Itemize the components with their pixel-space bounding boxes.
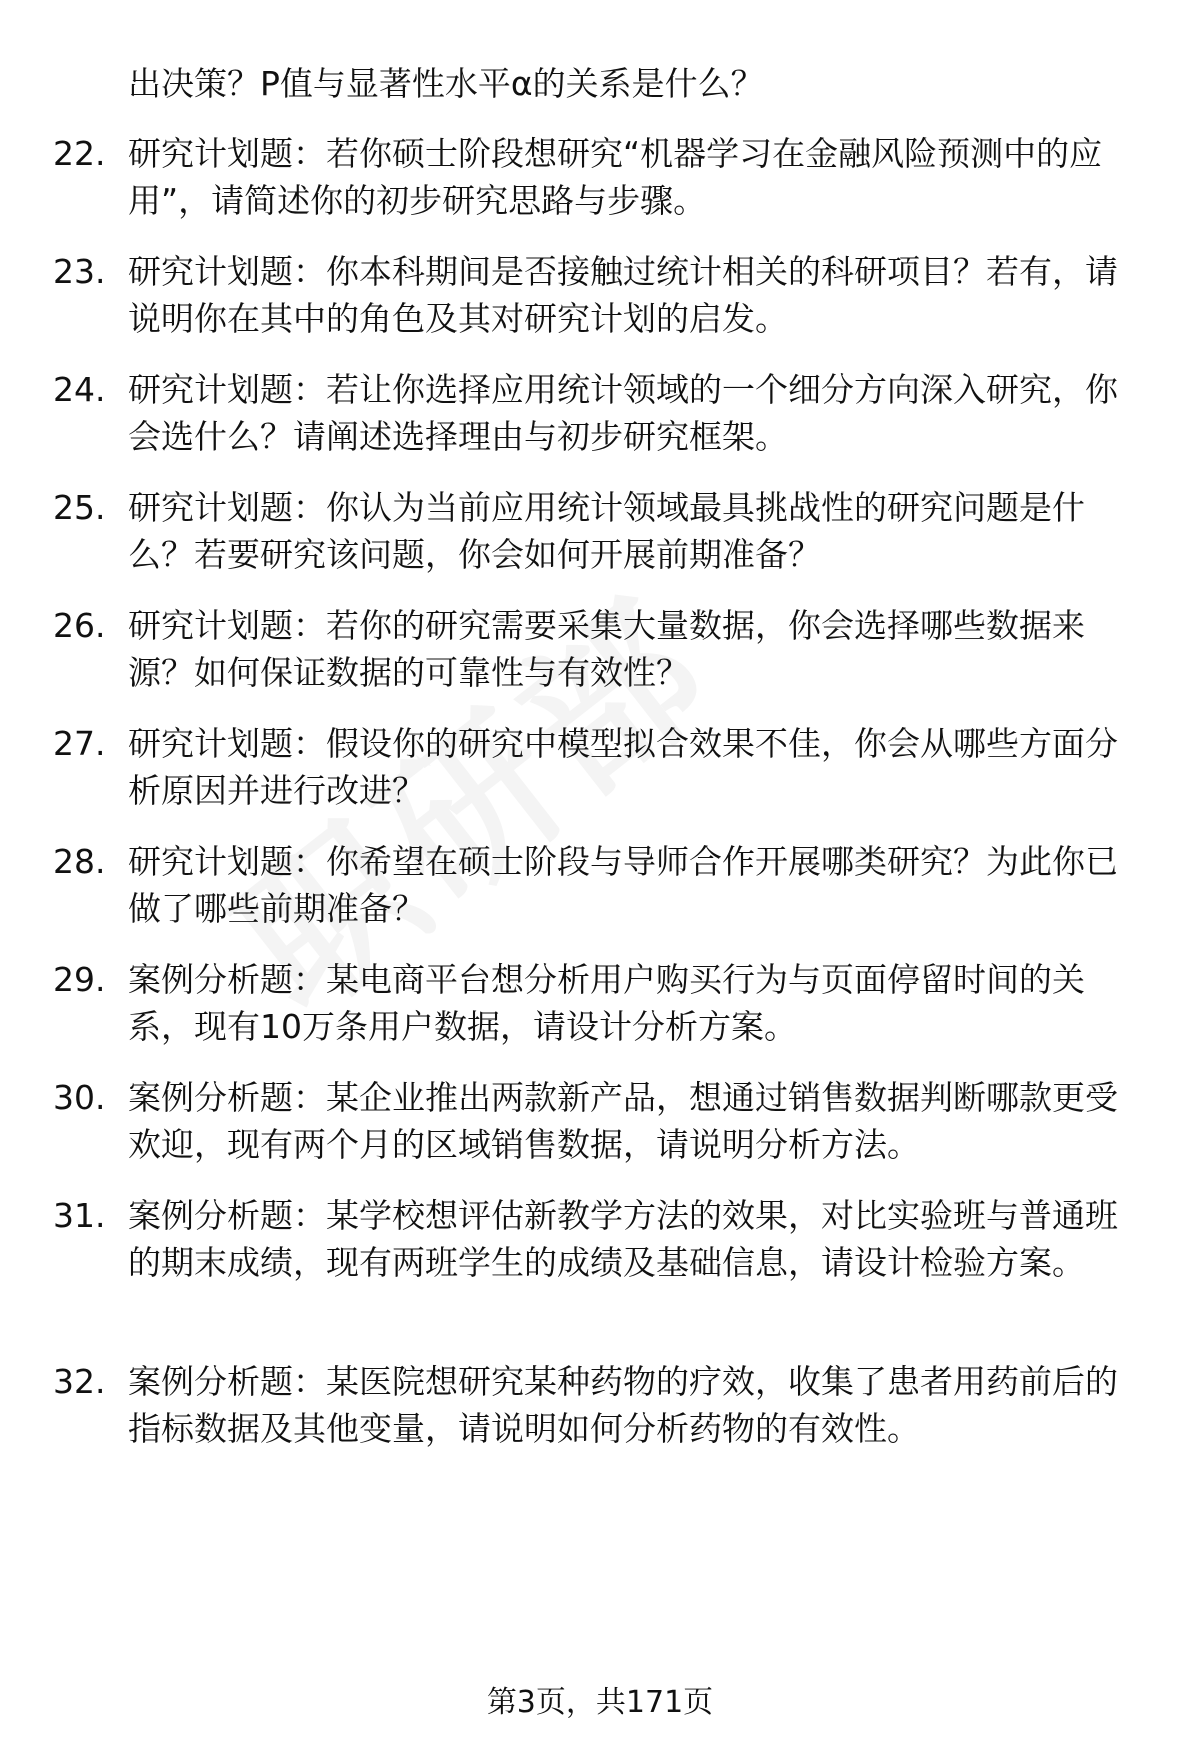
question-text: 案例分析题：某电商平台想分析用户购买行为与页面停留时间的关系，现有10万条用户数据，请设计分析方案。 [128, 960, 1085, 1046]
question-number: 23. [53, 252, 106, 291]
question-number: 25. [53, 488, 106, 527]
question-text: 案例分析题：某学校想评估新教学方法的效果，对比实验班与普通班的期末成绩，现有两班学生的成绩及基础信息，请设计检验方案。 [128, 1196, 1118, 1282]
question-number: 31. [53, 1196, 106, 1235]
question-number: 22. [53, 134, 106, 173]
question-text: 研究计划题：若让你选择应用统计领域的一个细分方向深入研究，你会选什么？请阐述选择理由与初步研究框架。 [128, 370, 1118, 456]
question-number: 27. [53, 724, 106, 763]
question-text: 研究计划题：你认为当前应用统计领域最具挑战性的研究问题是什么？若要研究该问题，你会如何开展前期准备？ [128, 488, 1085, 574]
question-text: 研究计划题：你希望在硕士阶段与导师合作开展哪类研究？为此你已做了哪些前期准备？ [128, 842, 1118, 928]
question-text: 研究计划题：若你硕士阶段想研究“机器学习在金融风险预测中的应用”，请简述你的初步研究思路与步骤。 [128, 134, 1103, 220]
question-text: 案例分析题：某医院想研究某种药物的疗效，收集了患者用药前后的指标数据及其他变量，请说明如何分析药物的有效性。 [128, 1362, 1118, 1448]
question-number: 29. [53, 960, 106, 999]
question-text: 研究计划题：若你的研究需要采集大量数据，你会选择哪些数据来源？如何保证数据的可靠性与有效性？ [128, 606, 1085, 692]
question-text: 研究计划题：假设你的研究中模型拟合效果不佳，你会从哪些方面分析原因并进行改进？ [128, 724, 1118, 810]
question-text: 研究计划题：你本科期间是否接触过统计相关的科研项目？若有，请说明你在其中的角色及其对研究计划的启发。 [128, 252, 1118, 338]
question-continuation: 出决策？P值与显著性水平α的关系是什么？ [128, 64, 764, 103]
question-number: 28. [53, 842, 106, 881]
question-number: 24. [53, 370, 106, 409]
question-number: 26. [53, 606, 106, 645]
question-text: 案例分析题：某企业推出两款新产品，想通过销售数据判断哪款更受欢迎，现有两个月的区域销售数据，请说明分析方法。 [128, 1078, 1118, 1164]
question-number: 30. [53, 1078, 106, 1117]
question-number: 32. [53, 1362, 106, 1401]
page-number: 第3页，共171页 [486, 1685, 714, 1720]
